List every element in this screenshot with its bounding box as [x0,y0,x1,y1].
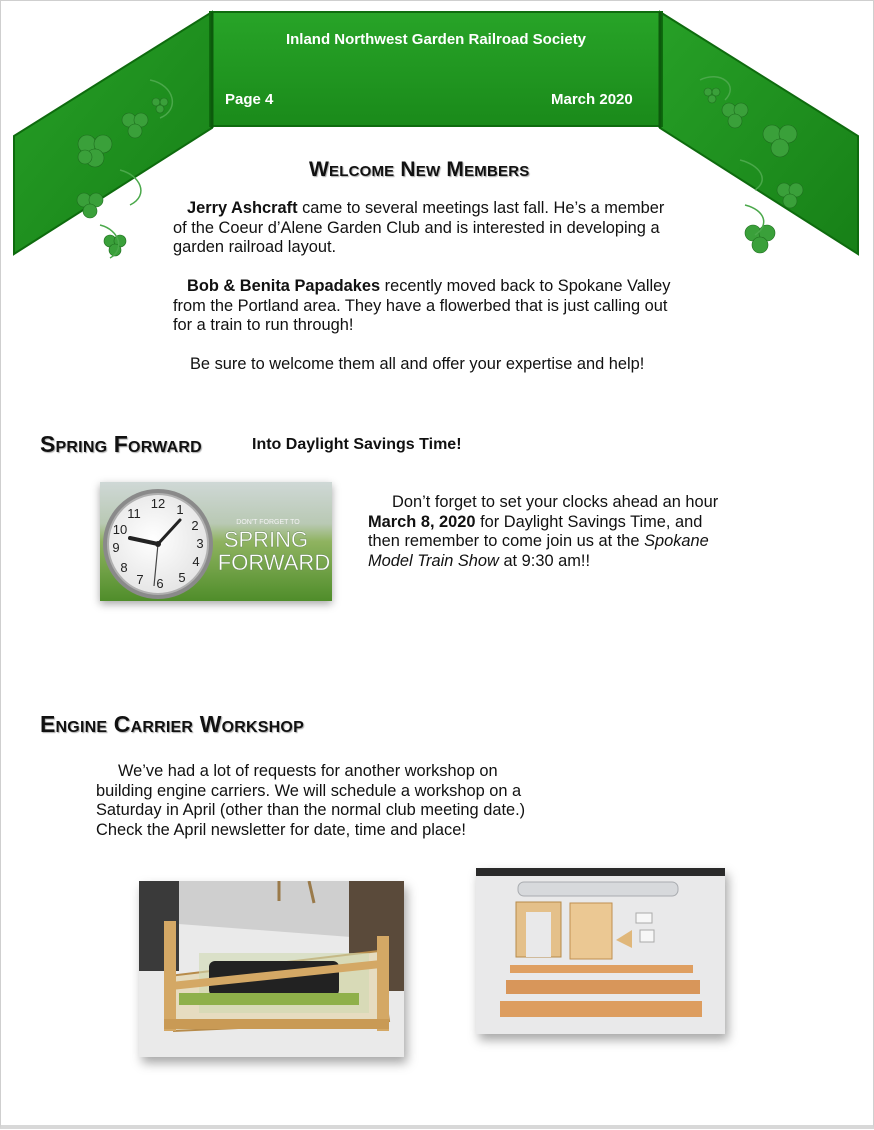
welcome-paragraph-3: Be sure to welcome them all and offer your expertise and help! [190,355,645,373]
image-word-forward: FORWARD [217,550,331,575]
svg-text:4: 4 [192,554,200,569]
svg-text:8: 8 [120,560,128,575]
welcome-title: Welcome New Members [309,158,530,181]
svg-text:12: 12 [150,496,166,511]
event-name-part1: Spokane [644,532,709,550]
spring-forward-image [100,482,332,601]
event-name-part2: Model Train Show [368,551,499,570]
issue-date: March 2020 [551,91,633,108]
svg-text:7: 7 [136,572,144,587]
org-name: Inland Northwest Garden Railroad Society [285,31,587,48]
dst-date: March 8, 2020 [368,512,476,531]
engine-carrier-title: Engine Carrier Workshop [40,711,304,737]
welcome-paragraph-1: Jerry Ashcraft came to several meetings last fall. He’s a member of the Coeur d’Alene Garden Club and is interested in developing a garden railroad layout. [173,199,665,256]
svg-text:10: 10 [112,522,128,537]
spring-forward-text: Don’t forget to set your clocks ahead an hour March 8, 2020 for Daylight Savings Time, and then remember to come join us at the Spokane Model Train Show at 9:30 am!! [368,493,719,570]
svg-text:9: 9 [112,540,120,555]
image-small-text: DON'T FORGET TO [236,519,300,526]
svg-text:6: 6 [156,576,164,591]
svg-text:3: 3 [196,536,204,551]
svg-text:5: 5 [178,570,186,585]
engine-carrier-text: We’ve had a lot of requests for another workshop on building engine carriers. We will schedule a workshop on a Saturday in April (other than the normal club meeting date.) Check the April newsletter for date, time and place! [96,762,526,839]
welcome-paragraph-2: Bob & Benita Papadakes recently moved back to Spokane Valley from the Portland area. They have a flowerbed that is just calling out for a train to run through! [173,277,671,334]
engine-carrier-parts-photo [476,868,725,1034]
page-number: Page 4 [225,91,274,108]
svg-text:2: 2 [191,518,199,533]
spring-forward-title: Spring Forward [40,431,202,457]
member-name-1: Jerry Ashcraft [187,199,298,217]
assembled-engine-carrier-photo [139,881,404,1057]
svg-text:11: 11 [127,506,141,521]
image-word-spring: SPRING [223,527,309,552]
svg-text:1: 1 [176,502,184,517]
member-name-2: Bob & Benita Papadakes [187,277,381,295]
spring-forward-subtitle: Into Daylight Savings Time! [252,436,462,453]
